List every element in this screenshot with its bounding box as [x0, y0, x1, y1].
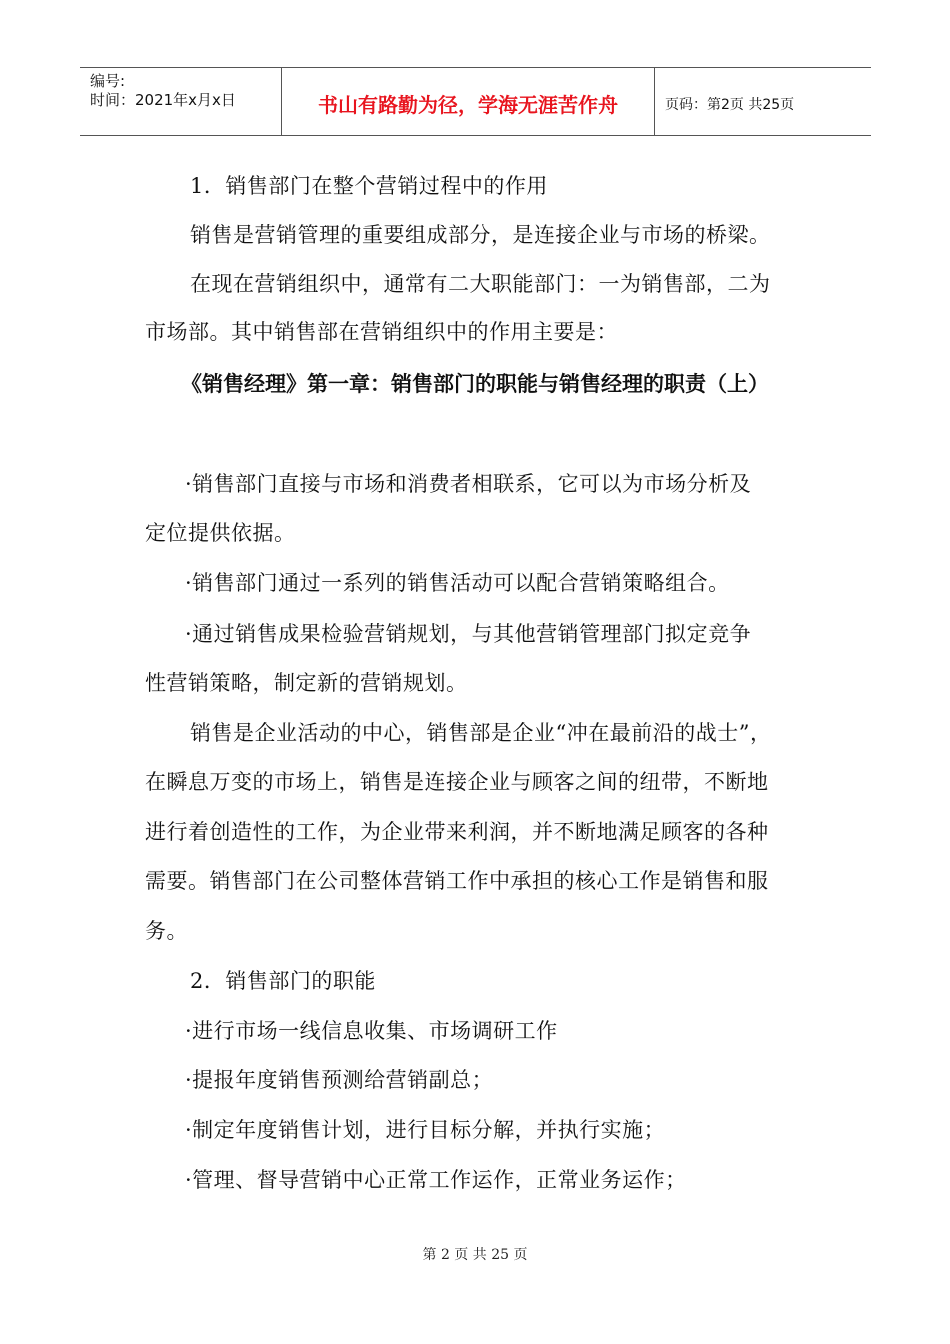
time-label: 时间：2021年x月x日 — [90, 91, 236, 109]
paragraph-line: 务。 — [145, 919, 188, 943]
header-motto: 书山有路勤为径，学海无涯苦作舟 — [282, 68, 655, 135]
bullet-item: ·销售部门通过一系列的销售活动可以配合营销策略组合。 — [185, 571, 730, 595]
header-meta — [80, 68, 282, 135]
page-footer: 第 2 页 共 25 页 — [422, 1247, 528, 1263]
paragraph-line: 定位提供依据。 — [145, 521, 296, 545]
chapter-title: 《销售经理》第一章：销售部门的职能与销售经理的职责（上） — [181, 372, 769, 396]
paragraph-line: 需要。销售部门在公司整体营销工作中承担的核心工作是销售和服 — [145, 869, 769, 893]
paragraph-line: 在现在营销组织中，通常有二大职能部门：一为销售部，二为 — [190, 272, 771, 296]
number-label: 编号: — [90, 72, 126, 90]
paragraph-line: 市场部。其中销售部在营销组织中的作用主要是： — [145, 320, 618, 344]
paragraph-line: 性营销策略，制定新的营销规划。 — [145, 671, 468, 695]
page-header — [80, 67, 871, 136]
paragraph-line: 销售是企业活动的中心，销售部是企业“冲在最前沿的战士”， — [190, 721, 772, 745]
paragraph-line: 销售是营销管理的重要组成部分，是连接企业与市场的桥梁。 — [190, 223, 771, 247]
paragraph-line: 进行着创造性的工作，为企业带来利润，并不断地满足顾客的各种 — [145, 820, 769, 844]
bullet-item: ·提报年度销售预测给营销副总； — [185, 1068, 494, 1092]
section-heading-1: 1．销售部门在整个营销过程中的作用 — [190, 174, 548, 198]
bullet-item: ·进行市场一线信息收集、市场调研工作 — [185, 1019, 558, 1043]
bullet-item: ·通过销售成果检验营销规划，与其他营销管理部门拟定竞争 — [185, 622, 752, 646]
paragraph-line: 在瞬息万变的市场上，销售是连接企业与顾客之间的纽带，不断地 — [145, 770, 769, 794]
bullet-item: ·销售部门直接与市场和消费者相联系，它可以为市场分析及 — [185, 472, 752, 496]
bullet-item: ·制定年度销售计划，进行目标分解，并执行实施； — [185, 1118, 666, 1142]
section-heading-2: 2．销售部门的职能 — [190, 969, 376, 993]
bullet-item: ·管理、督导营销中心正常工作运作，正常业务运作； — [185, 1168, 687, 1192]
header-page-info: 页码：第2页 共25页 — [665, 96, 795, 113]
